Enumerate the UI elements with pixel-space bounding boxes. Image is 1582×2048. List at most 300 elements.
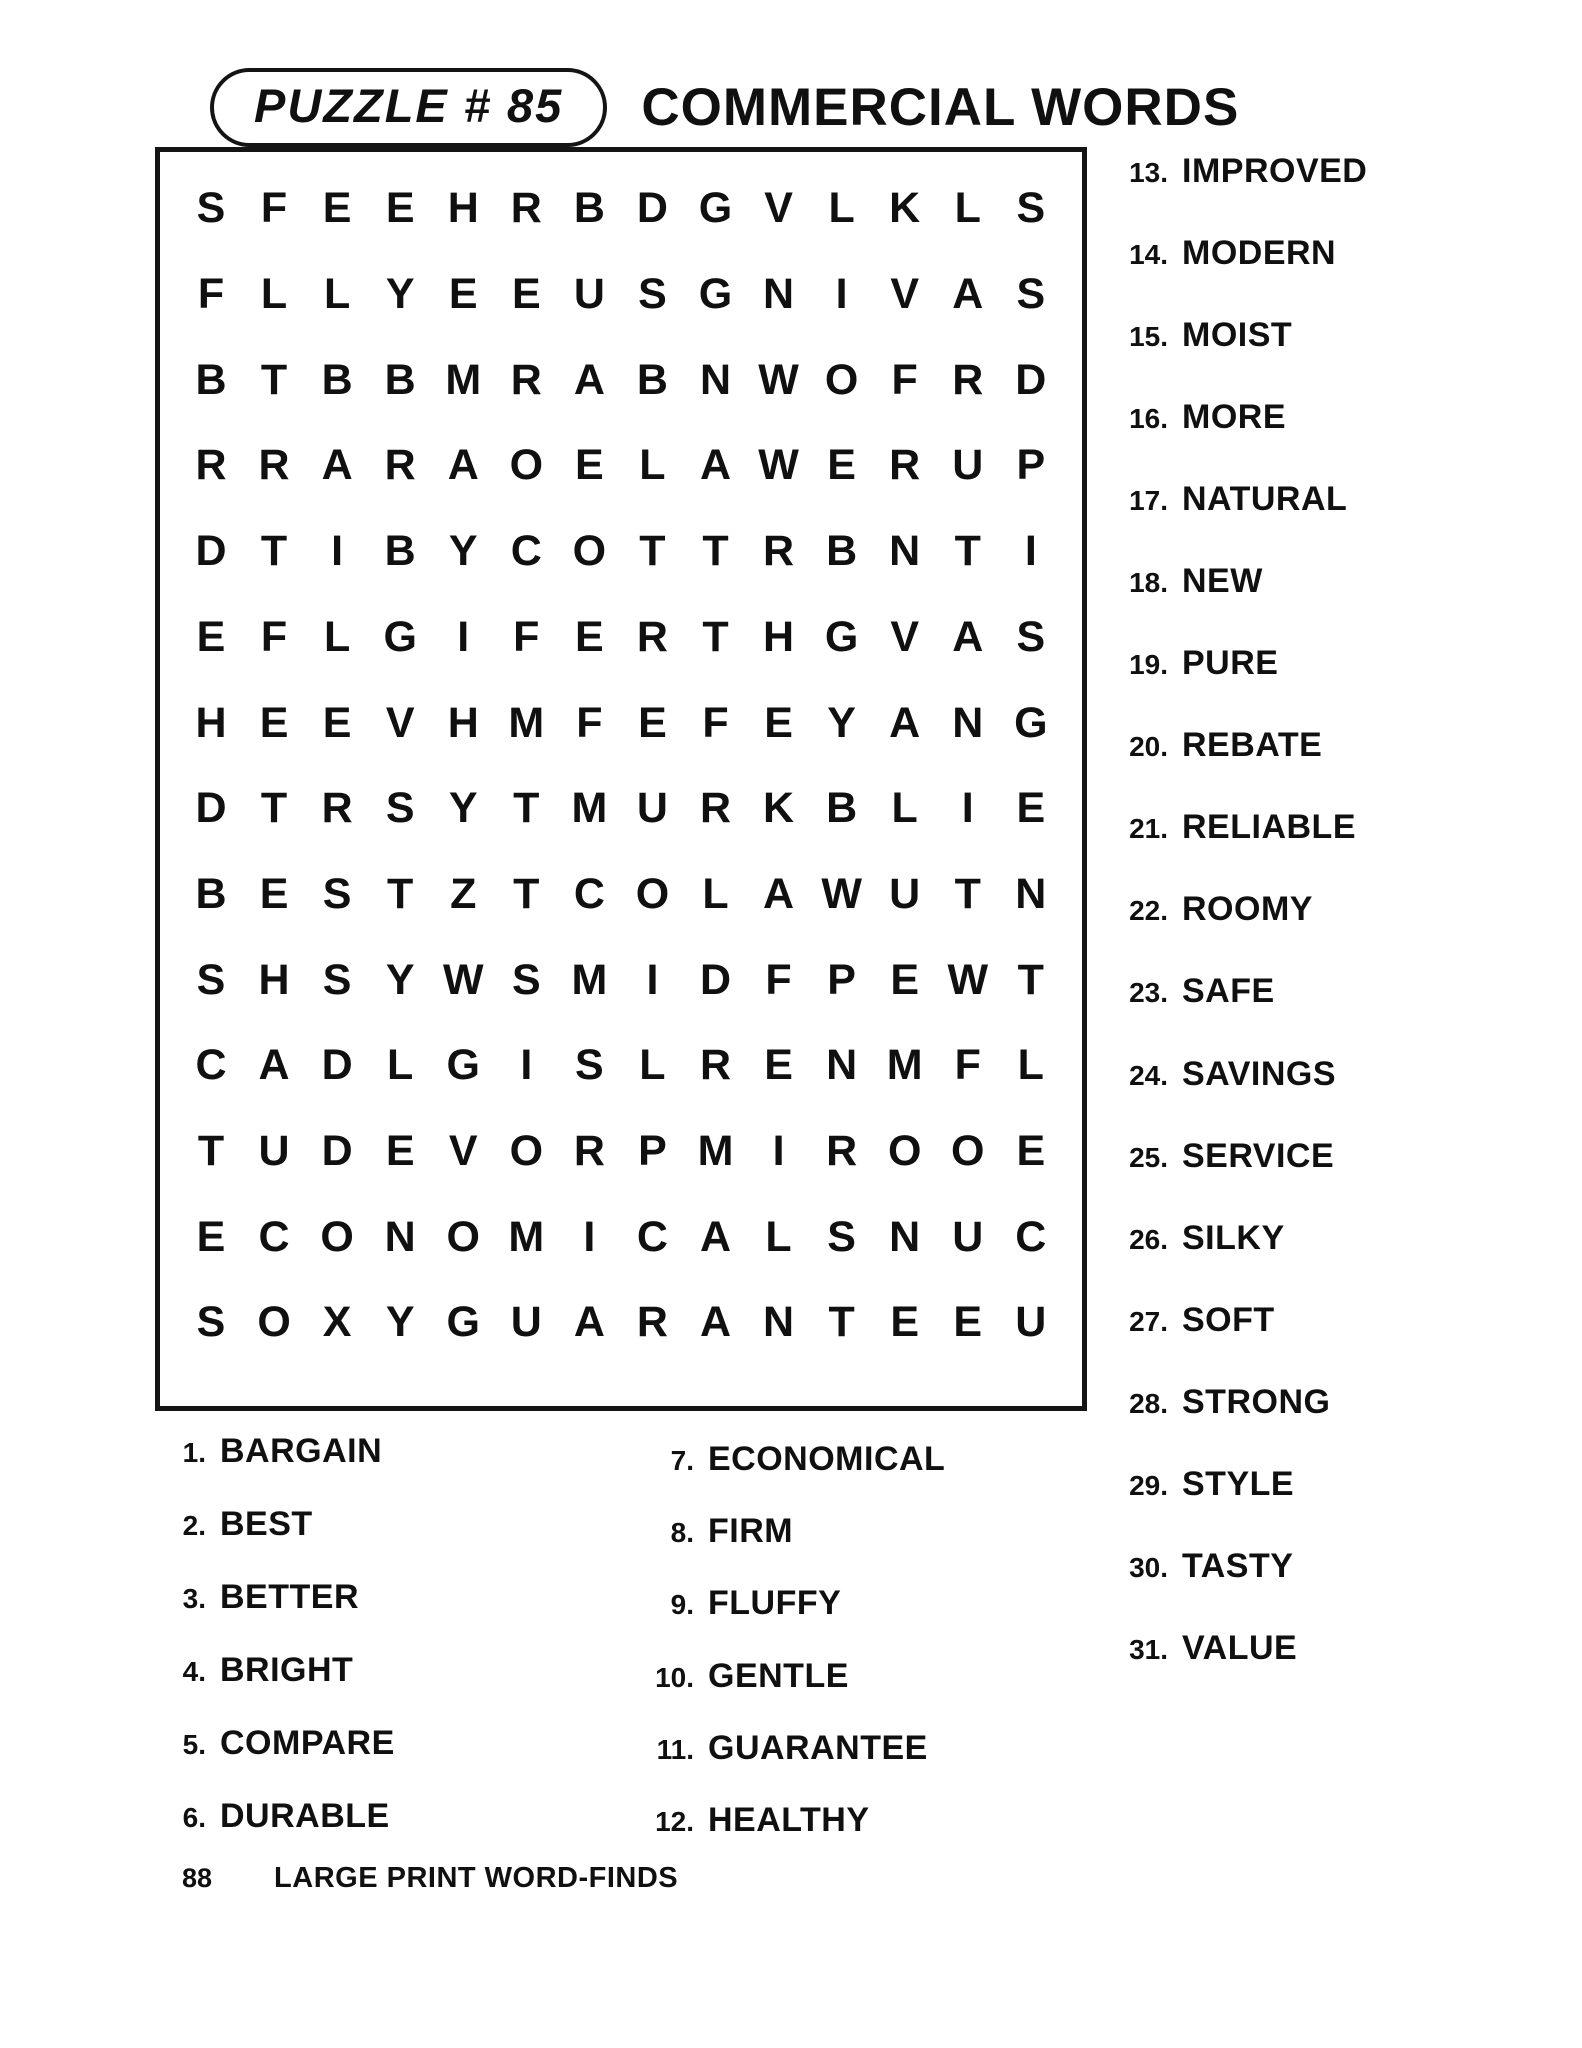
word-number: 6. bbox=[182, 1802, 206, 1833]
grid-letter: R bbox=[636, 1298, 668, 1347]
word-list-item bbox=[1106, 808, 1367, 847]
word-number: 11. bbox=[656, 1733, 694, 1765]
grid-row bbox=[188, 698, 1054, 747]
grid-letter: L bbox=[260, 270, 288, 319]
grid-letter: O bbox=[635, 869, 670, 918]
word-list-item bbox=[632, 1584, 945, 1623]
word-text: VALUE bbox=[1182, 1628, 1298, 1667]
grid-letter: B bbox=[384, 355, 416, 404]
word-list-item bbox=[1106, 234, 1367, 273]
grid-letter: R bbox=[889, 441, 921, 490]
word-list-item bbox=[1106, 398, 1367, 437]
grid-letter: I bbox=[835, 270, 848, 319]
grid-letter: E bbox=[196, 612, 226, 661]
grid-letter: U bbox=[952, 441, 984, 490]
grid-letter: R bbox=[636, 612, 668, 661]
word-number: 1. bbox=[182, 1437, 206, 1468]
grid-row bbox=[188, 355, 1054, 404]
word-text: COMPARE bbox=[220, 1724, 395, 1762]
grid-letter: S bbox=[196, 184, 226, 233]
word-number: 15. bbox=[1129, 321, 1168, 353]
grid-letter: T bbox=[639, 527, 666, 576]
grid-letter: O bbox=[257, 1298, 291, 1347]
grid-letter: F bbox=[576, 698, 603, 747]
grid-letter: L bbox=[639, 441, 666, 490]
grid-letter: T bbox=[954, 527, 981, 576]
word-number: 26. bbox=[1129, 1223, 1168, 1255]
grid-letter: L bbox=[954, 184, 981, 233]
word-number: 29. bbox=[1129, 1469, 1168, 1501]
grid-letter: U bbox=[952, 1212, 984, 1261]
grid-letter: R bbox=[826, 1127, 858, 1176]
grid-letter: D bbox=[195, 527, 227, 576]
grid-letter: S bbox=[385, 784, 415, 833]
grid-letter: E bbox=[385, 1127, 415, 1176]
grid-letter: L bbox=[702, 869, 729, 918]
grid-letter: G bbox=[698, 270, 733, 319]
grid-letter: T bbox=[260, 527, 288, 576]
grid-letter: Y bbox=[385, 955, 415, 1004]
grid-letter: O bbox=[824, 355, 859, 404]
word-number: 4. bbox=[182, 1656, 206, 1687]
grid-letter: L bbox=[639, 1041, 666, 1090]
grid-letter: D bbox=[1015, 355, 1047, 404]
word-list-item bbox=[162, 1724, 395, 1763]
word-list-item bbox=[1106, 726, 1367, 765]
grid-letter: R bbox=[699, 1041, 732, 1090]
word-number: 24. bbox=[1129, 1059, 1168, 1091]
grid-letter: A bbox=[699, 441, 732, 490]
grid-letter: L bbox=[765, 1212, 792, 1261]
word-text: MORE bbox=[1182, 398, 1286, 437]
word-number: 8. bbox=[670, 1517, 694, 1549]
grid-letter: U bbox=[636, 784, 668, 833]
grid-letter: F bbox=[197, 270, 225, 319]
grid-letter: S bbox=[575, 1041, 604, 1090]
word-text: ROOMY bbox=[1182, 890, 1313, 929]
grid-letter: D bbox=[321, 1127, 353, 1176]
grid-letter: L bbox=[1017, 1041, 1044, 1090]
word-text: SAFE bbox=[1182, 972, 1275, 1011]
grid-row bbox=[188, 184, 1054, 233]
grid-letter: M bbox=[508, 1212, 545, 1261]
word-list-item bbox=[1106, 562, 1367, 601]
grid-letter: E bbox=[890, 1298, 920, 1347]
grid-letter: S bbox=[196, 955, 226, 1004]
grid-letter: M bbox=[886, 1041, 923, 1090]
grid-letter: T bbox=[702, 612, 729, 661]
letter-grid bbox=[155, 147, 1087, 1411]
grid-letter: E bbox=[448, 270, 478, 319]
grid-letter: M bbox=[571, 784, 608, 833]
word-number: 16. bbox=[1129, 403, 1168, 435]
grid-letter: S bbox=[1016, 270, 1046, 319]
word-list-item bbox=[1106, 1301, 1367, 1340]
grid-letter: Y bbox=[385, 270, 415, 319]
grid-row bbox=[188, 1127, 1054, 1176]
word-number: 2. bbox=[182, 1510, 206, 1541]
grid-letter: T bbox=[387, 869, 414, 918]
word-number: 31. bbox=[1129, 1633, 1168, 1665]
grid-letter: M bbox=[445, 355, 482, 404]
grid-letter: S bbox=[827, 1212, 856, 1261]
grid-letter: M bbox=[571, 955, 608, 1004]
grid-letter: E bbox=[322, 698, 352, 747]
grid-letter: E bbox=[511, 270, 541, 319]
grid-letter: L bbox=[387, 1041, 414, 1090]
grid-letter: B bbox=[321, 355, 353, 404]
word-text: MOIST bbox=[1182, 316, 1293, 355]
grid-letter: O bbox=[320, 1212, 354, 1261]
word-number: 17. bbox=[1129, 485, 1168, 517]
grid-letter: O bbox=[951, 1127, 985, 1176]
footer bbox=[182, 1862, 678, 1895]
word-text: STYLE bbox=[1182, 1464, 1295, 1503]
word-list-item bbox=[162, 1432, 395, 1471]
grid-row bbox=[188, 1041, 1054, 1090]
grid-letter: E bbox=[1016, 1127, 1046, 1176]
grid-letter: E bbox=[196, 1212, 226, 1261]
word-list-item bbox=[1106, 1629, 1367, 1668]
grid-letter: I bbox=[583, 1212, 596, 1261]
word-text: SERVICE bbox=[1182, 1136, 1335, 1175]
word-number: 13. bbox=[1129, 157, 1168, 188]
grid-letter: K bbox=[889, 184, 921, 233]
word-text: FIRM bbox=[708, 1512, 794, 1551]
grid-letter: H bbox=[447, 184, 479, 233]
grid-letter: T bbox=[702, 527, 729, 576]
grid-row bbox=[188, 612, 1054, 661]
grid-letter: F bbox=[260, 612, 288, 661]
word-text: GUARANTEE bbox=[708, 1728, 928, 1767]
grid-letter: V bbox=[764, 184, 793, 233]
word-text: BEST bbox=[220, 1505, 313, 1543]
grid-letter: G bbox=[446, 1298, 480, 1347]
grid-letter: R bbox=[195, 441, 227, 490]
grid-row bbox=[188, 441, 1054, 490]
grid-letter: C bbox=[636, 1212, 668, 1261]
grid-letter: C bbox=[1015, 1212, 1047, 1261]
grid-letter: R bbox=[699, 784, 732, 833]
grid-letter: T bbox=[513, 869, 540, 918]
grid-letter: D bbox=[699, 955, 732, 1004]
grid-letter: R bbox=[384, 441, 416, 490]
grid-letter: E bbox=[764, 698, 793, 747]
word-number: 5. bbox=[182, 1729, 206, 1760]
grid-letter: H bbox=[447, 698, 479, 747]
grid-letter: U bbox=[510, 1298, 542, 1347]
grid-letter: A bbox=[889, 698, 921, 747]
grid-letter: G bbox=[698, 184, 733, 233]
word-text: STRONG bbox=[1182, 1382, 1331, 1421]
header bbox=[210, 68, 1239, 147]
grid-letter: V bbox=[890, 612, 920, 661]
grid-letter: W bbox=[758, 355, 799, 404]
word-list-item bbox=[162, 1797, 395, 1836]
word-text: BRIGHT bbox=[220, 1651, 354, 1689]
word-number: 12. bbox=[655, 1805, 694, 1837]
grid-letter: M bbox=[697, 1127, 734, 1176]
grid-letter: E bbox=[953, 1298, 983, 1347]
grid-letter: A bbox=[763, 869, 795, 918]
grid-letter: A bbox=[952, 270, 984, 319]
grid-row bbox=[188, 955, 1054, 1004]
grid-letter: I bbox=[646, 955, 659, 1004]
grid-letter: Y bbox=[385, 1298, 415, 1347]
word-list-item bbox=[632, 1729, 945, 1768]
word-list-item bbox=[1106, 1137, 1367, 1176]
grid-letter: F bbox=[702, 698, 729, 747]
grid-letter: G bbox=[446, 1041, 480, 1090]
grid-letter: B bbox=[195, 869, 227, 918]
word-list-item bbox=[162, 1505, 395, 1544]
word-text: FLUFFY bbox=[708, 1584, 842, 1623]
word-list-item bbox=[632, 1440, 945, 1479]
grid-letter: X bbox=[322, 1298, 352, 1347]
grid-letter: F bbox=[260, 184, 288, 233]
grid-letter: W bbox=[821, 869, 862, 918]
grid-letter: F bbox=[513, 612, 540, 661]
word-number: 22. bbox=[1129, 895, 1168, 927]
grid-letter: S bbox=[322, 869, 352, 918]
word-text: SAVINGS bbox=[1182, 1054, 1337, 1093]
word-list-item bbox=[1106, 1547, 1367, 1586]
grid-letter: H bbox=[258, 955, 290, 1004]
grid-letter: N bbox=[763, 1298, 795, 1347]
grid-letter: E bbox=[827, 441, 856, 490]
grid-letter: S bbox=[196, 1298, 226, 1347]
grid-letter: U bbox=[258, 1127, 290, 1176]
grid-row bbox=[188, 1212, 1054, 1261]
word-list-item bbox=[1106, 1465, 1367, 1504]
grid-letter: T bbox=[954, 869, 981, 918]
grid-letter: N bbox=[826, 1041, 858, 1090]
grid-letter: N bbox=[1015, 869, 1047, 918]
grid-letter: C bbox=[258, 1212, 290, 1261]
word-list-item bbox=[1106, 644, 1367, 683]
grid-letter: L bbox=[323, 270, 351, 319]
word-list-item bbox=[1106, 890, 1367, 929]
grid-letter: E bbox=[575, 612, 604, 661]
grid-letter: O bbox=[446, 1212, 480, 1261]
word-text: NEW bbox=[1182, 562, 1263, 601]
word-text: PURE bbox=[1182, 644, 1279, 683]
word-number: 9. bbox=[670, 1589, 694, 1621]
word-number: 10. bbox=[655, 1661, 694, 1693]
grid-letter: U bbox=[1015, 1298, 1047, 1347]
word-list-item bbox=[162, 1578, 395, 1617]
word-number: 3. bbox=[182, 1583, 206, 1614]
grid-letter: L bbox=[323, 612, 351, 661]
grid-letter: K bbox=[763, 784, 795, 833]
grid-letter: T bbox=[197, 1127, 225, 1176]
grid-letter: E bbox=[575, 441, 604, 490]
grid-letter: V bbox=[385, 698, 415, 747]
page-title: COMMERCIAL WORDS bbox=[641, 78, 1240, 137]
word-number: 27. bbox=[1129, 1305, 1168, 1337]
grid-letter: F bbox=[765, 955, 792, 1004]
grid-letter: N bbox=[384, 1212, 416, 1261]
grid-letter: G bbox=[383, 612, 417, 661]
grid-letter: A bbox=[699, 1298, 732, 1347]
page-number: 88 bbox=[182, 1863, 213, 1893]
word-list-right bbox=[1106, 152, 1367, 1668]
grid-letter: A bbox=[258, 1041, 290, 1090]
grid-letter: R bbox=[573, 1127, 605, 1176]
grid-letter: T bbox=[260, 784, 288, 833]
grid-letter: U bbox=[889, 869, 921, 918]
word-number: 30. bbox=[1129, 1551, 1168, 1583]
grid-letter: Y bbox=[448, 527, 478, 576]
grid-letter: R bbox=[258, 441, 290, 490]
grid-letter: A bbox=[952, 612, 984, 661]
word-list-item bbox=[162, 1651, 395, 1690]
grid-letter: T bbox=[1017, 955, 1044, 1004]
grid-letter: O bbox=[509, 1127, 544, 1176]
word-number: 21. bbox=[1129, 813, 1168, 845]
word-number: 20. bbox=[1129, 731, 1168, 763]
word-list-item bbox=[1106, 316, 1367, 355]
book-title: LARGE PRINT WORD-FINDS bbox=[274, 1862, 679, 1894]
word-text: NATURAL bbox=[1182, 480, 1348, 519]
grid-letter: R bbox=[321, 784, 353, 833]
grid-letter: E bbox=[385, 184, 415, 233]
word-list-item bbox=[1106, 152, 1367, 191]
grid-letter: G bbox=[824, 612, 859, 661]
word-number: 23. bbox=[1129, 977, 1168, 1009]
grid-row bbox=[188, 270, 1054, 319]
grid-row bbox=[188, 869, 1054, 918]
word-list-item bbox=[1106, 1383, 1367, 1422]
grid-letter: T bbox=[828, 1298, 855, 1347]
word-text: GENTLE bbox=[708, 1656, 849, 1695]
grid-letter: I bbox=[520, 1041, 533, 1090]
grid-letter: C bbox=[195, 1041, 227, 1090]
word-list-item bbox=[632, 1657, 945, 1696]
grid-letter: T bbox=[260, 355, 288, 404]
word-list-item bbox=[1106, 480, 1367, 519]
grid-letter: B bbox=[384, 527, 416, 576]
word-number: 14. bbox=[1129, 239, 1168, 271]
word-list-item bbox=[632, 1512, 945, 1551]
grid-letter: O bbox=[509, 441, 544, 490]
grid-letter: P bbox=[827, 955, 856, 1004]
grid-letter: V bbox=[448, 1127, 478, 1176]
grid-letter: S bbox=[511, 955, 541, 1004]
grid-letter: E bbox=[764, 1041, 793, 1090]
grid-letter: Z bbox=[450, 869, 477, 918]
grid-letter: H bbox=[195, 698, 227, 747]
grid-letter: D bbox=[195, 784, 227, 833]
grid-letter: S bbox=[1016, 184, 1046, 233]
grid-letter: Y bbox=[448, 784, 478, 833]
word-text: ECONOMICAL bbox=[708, 1440, 946, 1478]
grid-letter: R bbox=[510, 355, 542, 404]
word-list-item bbox=[1106, 972, 1367, 1011]
grid-letter: D bbox=[321, 1041, 353, 1090]
word-text: TASTY bbox=[1182, 1546, 1294, 1585]
grid-letter: W bbox=[947, 955, 989, 1004]
word-text: SOFT bbox=[1182, 1300, 1275, 1339]
grid-row bbox=[188, 1298, 1054, 1347]
grid-row bbox=[188, 527, 1054, 576]
puzzle-number-oval bbox=[210, 68, 607, 147]
grid-letter: R bbox=[763, 527, 795, 576]
grid-letter: E bbox=[1016, 784, 1046, 833]
grid-letter: N bbox=[952, 698, 984, 747]
word-text: SILKY bbox=[1182, 1218, 1285, 1257]
grid-letter: I bbox=[961, 784, 974, 833]
grid-letter: A bbox=[573, 355, 605, 404]
word-list-item bbox=[1106, 1055, 1367, 1094]
grid-letter: L bbox=[891, 784, 918, 833]
word-text: REBATE bbox=[1182, 726, 1323, 765]
word-number: 25. bbox=[1129, 1141, 1168, 1173]
word-number: 7. bbox=[670, 1445, 694, 1476]
grid-letter: O bbox=[572, 527, 607, 576]
word-number: 18. bbox=[1129, 567, 1168, 599]
grid-letter: P bbox=[1016, 441, 1046, 490]
grid-letter: R bbox=[510, 184, 542, 233]
grid-letter: B bbox=[636, 355, 668, 404]
grid-letter: C bbox=[573, 869, 605, 918]
grid-letter: N bbox=[889, 527, 921, 576]
grid-letter: O bbox=[887, 1127, 922, 1176]
grid-letter: B bbox=[195, 355, 227, 404]
grid-letter: W bbox=[442, 955, 484, 1004]
grid-letter: F bbox=[891, 355, 918, 404]
grid-letter: N bbox=[699, 355, 732, 404]
grid-letter: A bbox=[699, 1212, 732, 1261]
puzzle-label: PUZZLE # 85 bbox=[254, 79, 564, 132]
grid-letter: A bbox=[447, 441, 479, 490]
grid-letter: H bbox=[763, 612, 795, 661]
grid-letter: U bbox=[573, 270, 605, 319]
grid-letter: I bbox=[457, 612, 470, 661]
grid-letter: E bbox=[259, 869, 289, 918]
grid-letter: N bbox=[763, 270, 795, 319]
grid-letter: B bbox=[826, 527, 858, 576]
grid-letter: W bbox=[758, 441, 799, 490]
word-number: 28. bbox=[1129, 1387, 1168, 1419]
word-text: MODERN bbox=[1182, 234, 1337, 273]
grid-letter: R bbox=[952, 355, 984, 404]
grid-letter: F bbox=[954, 1041, 981, 1090]
word-text: HEALTHY bbox=[708, 1800, 870, 1839]
grid-letter: Y bbox=[827, 698, 856, 747]
grid-letter: A bbox=[321, 441, 353, 490]
grid-letter: G bbox=[1014, 698, 1048, 747]
grid-letter: I bbox=[1024, 527, 1037, 576]
word-text: DURABLE bbox=[220, 1797, 390, 1835]
word-text: RELIABLE bbox=[1182, 808, 1356, 847]
word-number: 19. bbox=[1129, 649, 1168, 681]
grid-letter: E bbox=[259, 698, 289, 747]
grid-letter: S bbox=[638, 270, 667, 319]
grid-letter: L bbox=[828, 184, 855, 233]
grid-letter: E bbox=[638, 698, 667, 747]
grid-letter: M bbox=[508, 698, 545, 747]
word-text: IMPROVED bbox=[1182, 152, 1368, 190]
grid-letter: S bbox=[322, 955, 352, 1004]
grid-letter: B bbox=[826, 784, 858, 833]
word-list-left bbox=[162, 1432, 395, 1836]
grid-letter: T bbox=[513, 784, 540, 833]
word-list-item bbox=[632, 1801, 945, 1840]
word-list-middle bbox=[632, 1440, 945, 1840]
grid-row bbox=[188, 784, 1054, 833]
word-text: BETTER bbox=[220, 1578, 359, 1616]
